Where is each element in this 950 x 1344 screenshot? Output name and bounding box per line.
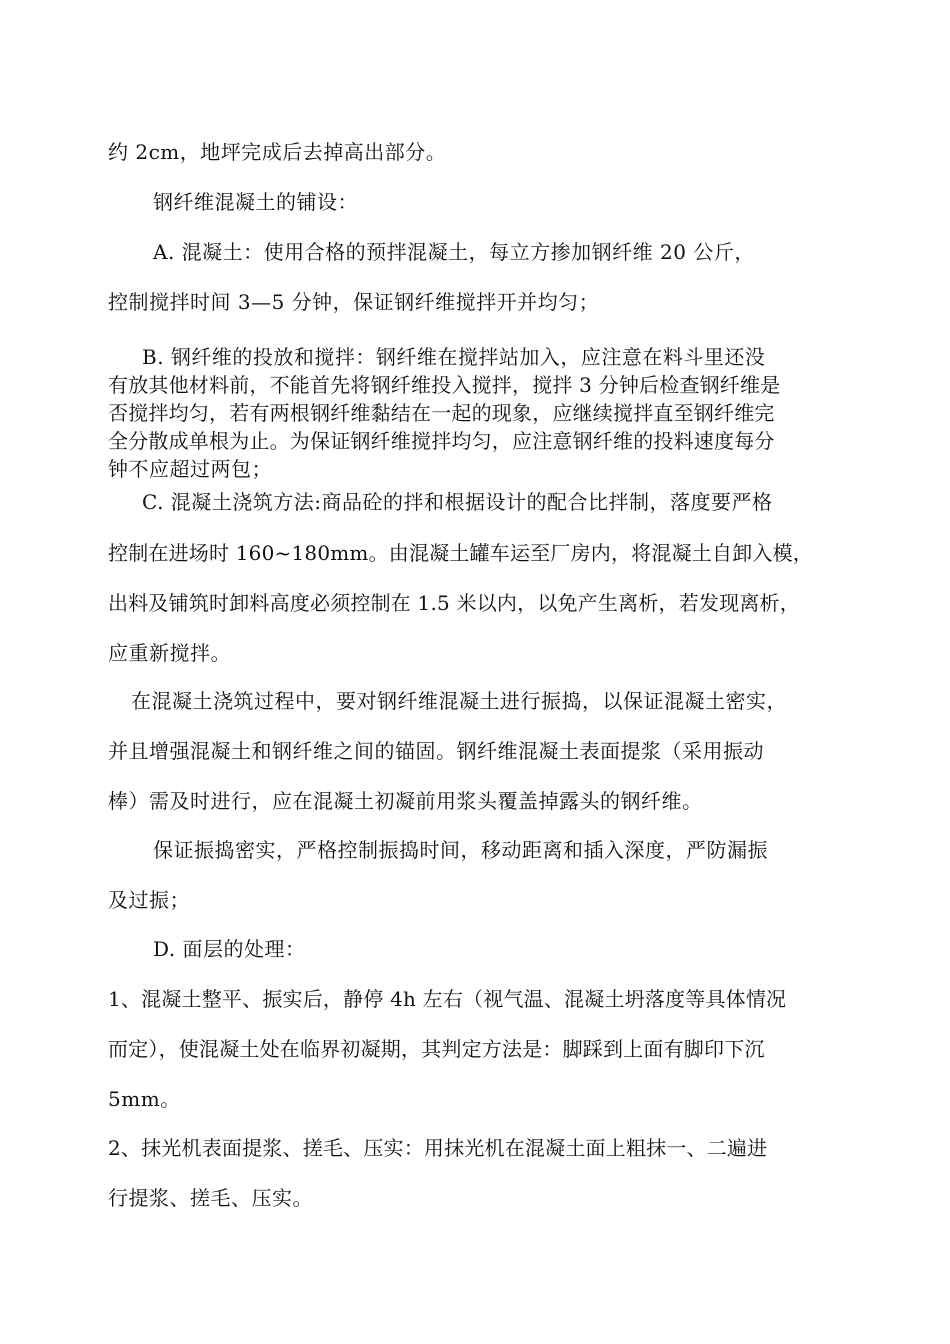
text-line: 行提浆、搓毛、压实。 — [108, 1186, 313, 1210]
section-heading: 钢纤维混凝土的铺设： — [153, 190, 358, 214]
text-line: 并且增强混凝土和钢纤维之间的锚固。钢纤维混凝土表面提浆（采用振动 — [108, 739, 764, 763]
text-line: 控制在进场时 160~180mm。由混凝土罐车运至厂房内，将混凝土自卸入模， — [108, 541, 813, 565]
text-line: B. 钢纤维的投放和搅拌：钢纤维在搅拌站加入，应注意在料斗里还没 — [142, 345, 766, 369]
text-line: 钟不应超过两包； — [108, 457, 272, 481]
text-line: 约 2cm，地坪完成后去掉高出部分。 — [108, 140, 447, 164]
text-line: 全分散成单根为止。为保证钢纤维搅拌均匀，应注意钢纤维的投料速度每分 — [108, 429, 775, 453]
text-line: 保证振捣密实，严格控制振捣时间，移动距离和插入深度，严防漏振 — [153, 838, 768, 862]
text-line: 而定），使混凝土处在临界初凝期，其判定方法是：脚踩到上面有脚印下沉 — [108, 1037, 765, 1061]
section-heading: D. 面层的处理： — [153, 937, 306, 961]
text-line: 棒）需及时进行，应在混凝土初凝前用浆头覆盖掉露头的钢纤维。 — [108, 789, 703, 813]
text-line: 及过振； — [108, 888, 190, 912]
text-line: C. 混凝土浇筑方法:商品砼的拌和根据设计的配合比拌制，落度要严格 — [142, 490, 773, 514]
text-line: 5mm。 — [108, 1087, 181, 1111]
text-line: 出料及铺筑时卸料高度必须控制在 1.5 米以内，以免产生离析，若发现离析， — [108, 591, 800, 615]
text-line: A. 混凝土：使用合格的预拌混凝土，每立方掺加钢纤维 20 公斤， — [153, 240, 755, 264]
text-line: 在混凝土浇筑过程中，要对钢纤维混凝土进行振捣，以保证混凝土密实， — [131, 689, 787, 713]
text-line: 控制搅拌时间 3—5 分钟，保证钢纤维搅拌开并均匀； — [108, 290, 600, 314]
text-line: 1、混凝土整平、振实后，静停 4h 左右（视气温、混凝土坍落度等具体情况 — [108, 987, 787, 1011]
text-line: 有放其他材料前，不能首先将钢纤维投入搅拌，搅拌 3 分钟后检查钢纤维是 — [108, 373, 781, 397]
text-line: 应重新搅拌。 — [108, 641, 231, 665]
text-line: 2、抹光机表面提浆、搓毛、压实：用抹光机在混凝土面上粗抹一、二遍进 — [108, 1136, 768, 1160]
text-line: 否搅拌均匀，若有两根钢纤维黏结在一起的现象，应继续搅拌直至钢纤维完 — [108, 401, 775, 425]
